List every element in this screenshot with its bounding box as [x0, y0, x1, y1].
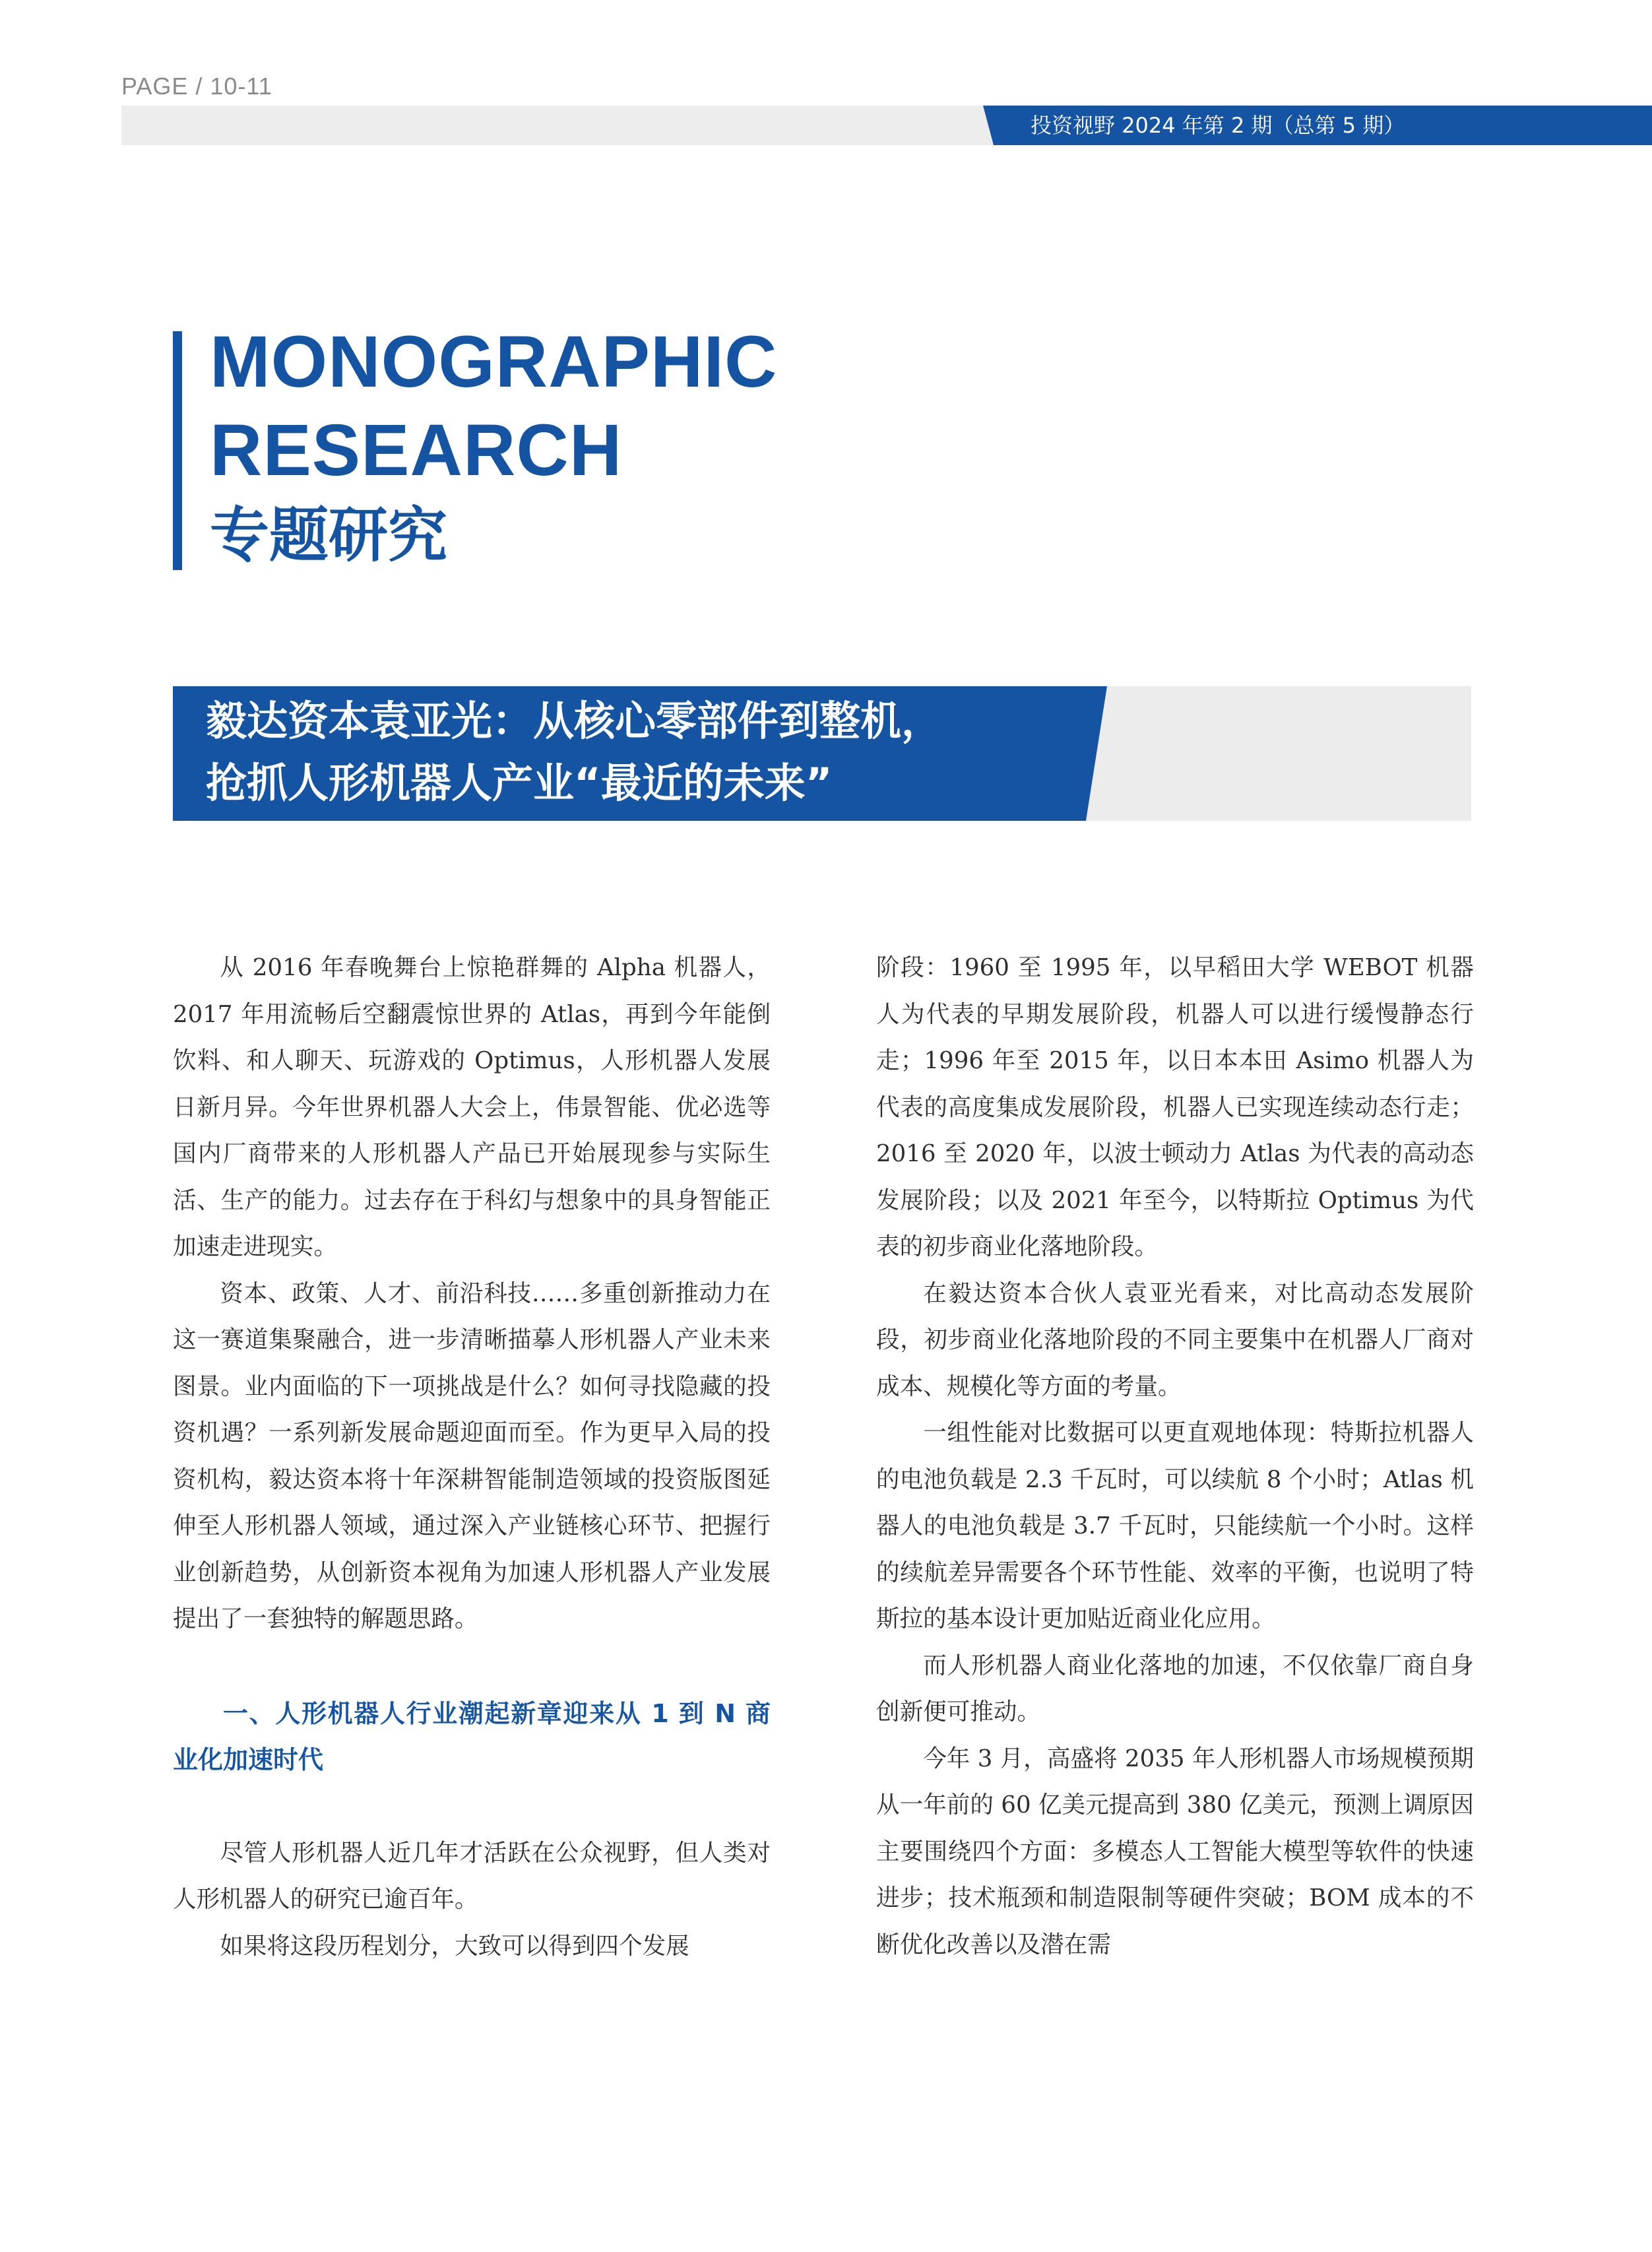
right-paragraph-1: 阶段：1960 至 1995 年，以早稻田大学 WEBOT 机器人为代表的早期发展阶段，机器人可以进行缓慢静态行走；1996 年至 2015 年，以日本本田 Asimo 机器人为代表的高度集成发展阶段，机器人已实现连续动态行走；2016 至 2020 年，以波士顿动力 Atlas 为代表的高动态发展阶段；以及 2021 年至今，以特斯拉 Optimus 为代表的初步商业化落地阶段。 — [876, 954, 1474, 1260]
page-label: PAGE / 10-11 — [121, 73, 272, 100]
issue-label: 投资视野 2024 年第 2 期（总第 5 期） — [1031, 113, 1405, 138]
section-accent-bar — [173, 331, 182, 570]
right-paragraph-3: 一组性能对比数据可以更直观地体现：特斯拉机器人的电池负载是 2.3 千瓦时，可以续航 8 个小时；Atlas 机器人的电池负载是 3.7 千瓦时，只能续航一个小时。这样的续航差异需要各个环节性能、效率的平衡，也说明了特斯拉的基本设计更加贴近商业化应用。 — [876, 1419, 1474, 1632]
article-title-line1: 毅达资本袁亚光：从核心零部件到整机， — [206, 697, 943, 745]
article-title — [206, 690, 1090, 814]
section-title-en — [210, 318, 777, 495]
section-title-en-line2: RESEARCH — [210, 410, 623, 491]
right-paragraph-4: 而人形机器人商业化落地的加速，不仅依靠厂商自身创新便可推动。 — [876, 1652, 1474, 1725]
subsection-heading: 一、人形机器人行业潮起新章迎来从 1 到 N 商业化加速时代 — [173, 1698, 771, 1774]
left-paragraph-1: 从 2016 年春晚舞台上惊艳群舞的 Alpha 机器人，2017 年用流畅后空翻震惊世界的 Atlas，再到今年能倒饮料、和人聊天、玩游戏的 Optimus，人形机器人发展日新月异。今年世界机器人大会上，伟景智能、优必选等国内厂商带来的人形机器人产品已开始展现参与实际生活、生产的能力。过去存在于科幻与想象中的具身智能正加速走进现实。 — [173, 954, 771, 1260]
section-title-cn: 专题研究 — [210, 501, 447, 570]
left-column — [173, 945, 771, 1970]
left-paragraph-2: 资本、政策、人才、前沿科技……多重创新推动力在这一赛道集聚融合，进一步清晰描摹人形机器人产业未来图景。业内面临的下一项挑战是什么？如何寻找隐藏的投资机遇？一系列新发展命题迎面而至。作为更早入局的投资机构，毅达资本将十年深耕智能制造领域的投资版图延伸至人形机器人领域，通过深入产业链核心环节、把握行业创新趋势，从创新资本视角为加速人形机器人产业发展提出了一套独特的解题思路。 — [173, 1279, 771, 1632]
right-paragraph-2: 在毅达资本合伙人袁亚光看来，对比高动态发展阶段，初步商业化落地阶段的不同主要集中在机器人厂商对成本、规模化等方面的考量。 — [876, 1279, 1474, 1400]
right-column — [876, 945, 1474, 1968]
section-title-en-line1: MONOGRAPHIC — [210, 321, 778, 402]
left-paragraph-4: 如果将这段历程划分，大致可以得到四个发展 — [220, 1932, 689, 1960]
right-paragraph-5: 今年 3 月，高盛将 2035 年人形机器人市场规模预期从一年前的 60 亿美元提高到 380 亿美元，预测上调原因主要围绕四个方面：多模态人工智能大模型等软件的快速进步；技术瓶颈和制造限制等硬件突破；BOM 成本的不断优化改善以及潜在需 — [876, 1745, 1474, 1958]
left-paragraph-3: 尽管人形机器人近几年才活跃在公众视野，但人类对人形机器人的研究已逾百年。 — [173, 1839, 771, 1913]
article-title-line2: 抢抓人形机器人产业“最近的未来” — [206, 759, 833, 807]
